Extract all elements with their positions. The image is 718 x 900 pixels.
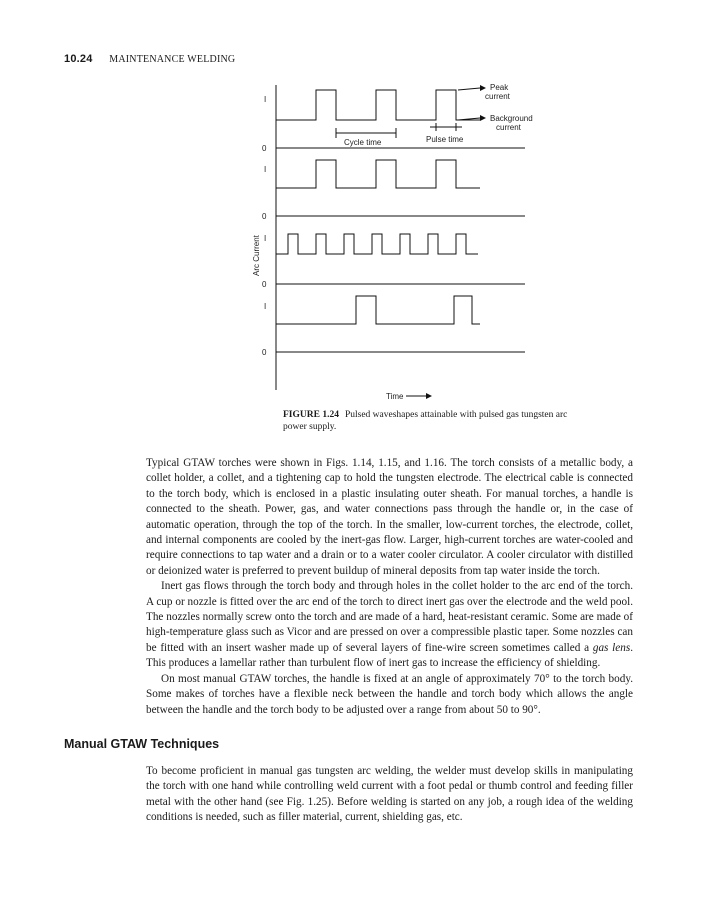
cycle-time-label: Cycle time [344, 138, 382, 147]
level-I-1: I [264, 95, 267, 104]
level-I-4: I [264, 302, 267, 311]
waveform-4 [276, 296, 480, 324]
level-0-4: 0 [262, 348, 267, 357]
waveform-1 [276, 90, 480, 120]
running-title: MAINTENANCE WELDING [109, 54, 236, 65]
waveform-diagram [240, 80, 540, 400]
caption-text: Pulsed waveshapes attainable with pulsed gas tungsten arc power supply. [283, 410, 568, 432]
y-axis-label: Arc Current [252, 235, 261, 276]
page-number: 10.24 [64, 53, 93, 65]
peak-label-1: Peak [490, 83, 509, 92]
level-0-2: 0 [262, 212, 267, 221]
level-I-2: I [264, 165, 267, 174]
waveform-3 [276, 234, 478, 254]
level-I-3: I [264, 234, 267, 243]
body-text-section-2 [146, 764, 633, 826]
level-0-3: 0 [262, 280, 267, 289]
gas-lens-term: gas lens [592, 641, 631, 654]
peak-arrow [458, 88, 480, 90]
time-label: Time [386, 392, 404, 400]
paragraph-techniques: To become proficient in manual gas tungsten arc welding, the welder must develop skills in manipulating the torch with one hand while controlling weld current with a foot pedal or thumb control and feeding filler metal with the other hand (see Fig. 1.25). Before welding is started on any job, a rough idea of the welding conditions is needed, such as filler material, current, shielding gas, etc. [146, 765, 633, 824]
figure-caption [283, 409, 573, 433]
background-label-2: current [496, 123, 521, 132]
peak-arrowhead [480, 85, 486, 91]
background-arrowhead [480, 115, 486, 121]
section-heading: Manual GTAW Techniques [64, 737, 220, 751]
paragraph-gas-flow: Inert gas flows through the torch body and through holes in the collet holder to the arc end of the torch. A cup or nozzle is fitted over the arc end of the torch to direct inert gas over the electrode and the weld pool. The nozzles normally screw onto the torch and are made of a hard, heat-resistant ceramic. Some are made of high-temperature glass such as Vicor and are pressed on over a compressible plastic taper. Some nozzles can be fitted with an insert washer made up of several layers of fine-wire screen sometimes called a gas lens. This produces a lamellar rather than turbulent flow of inert gas to increase the efficiency of shielding. [146, 580, 633, 670]
caption-label: FIGURE 1.24 [283, 410, 339, 420]
figure-pulsed-waveshapes [240, 80, 540, 400]
level-0-1: 0 [262, 144, 267, 153]
running-header [64, 53, 235, 65]
body-text-section-1 [146, 456, 633, 718]
paragraph-torch-construction: Typical GTAW torches were shown in Figs. 1.14, 1.15, and 1.16. The torch consists of a metallic body, a collet holder, a collet, and a tightening cap to hold the tungsten electrode. The electrical cable is connected to the torch body, which is enclosed in a plastic insulating outer sheath. For manual torches, a handle is connected to the sheath. Power, gas, and water connections pass through the handle or, in the case of automatic operation, through the top of the torch. In the smaller, low-current torches, the electrode, collet, and internal components are cooled by the inert-gas flow. Larger, high-current torches are water-cooled and require connections to tap water and a drain or to a water cooler circulator. A cooler circulator with distilled or deionized water is preferred to prevent buildup of mineral deposits from tap water inside the torch. [146, 457, 633, 577]
waveform-2 [276, 160, 480, 188]
background-label-1: Background [490, 114, 533, 123]
peak-label-2: current [485, 92, 510, 101]
time-arrowhead [426, 393, 432, 399]
paragraph-handle-angle: On most manual GTAW torches, the handle is fixed at an angle of approximately 70° to the torch body. Some makes of torches have a flexible neck between the handle and torch body which allows the angle between the handle and the torch body to be adjusted over a range from about 50 to 90°. [146, 672, 633, 716]
pulse-time-label: Pulse time [426, 135, 464, 144]
